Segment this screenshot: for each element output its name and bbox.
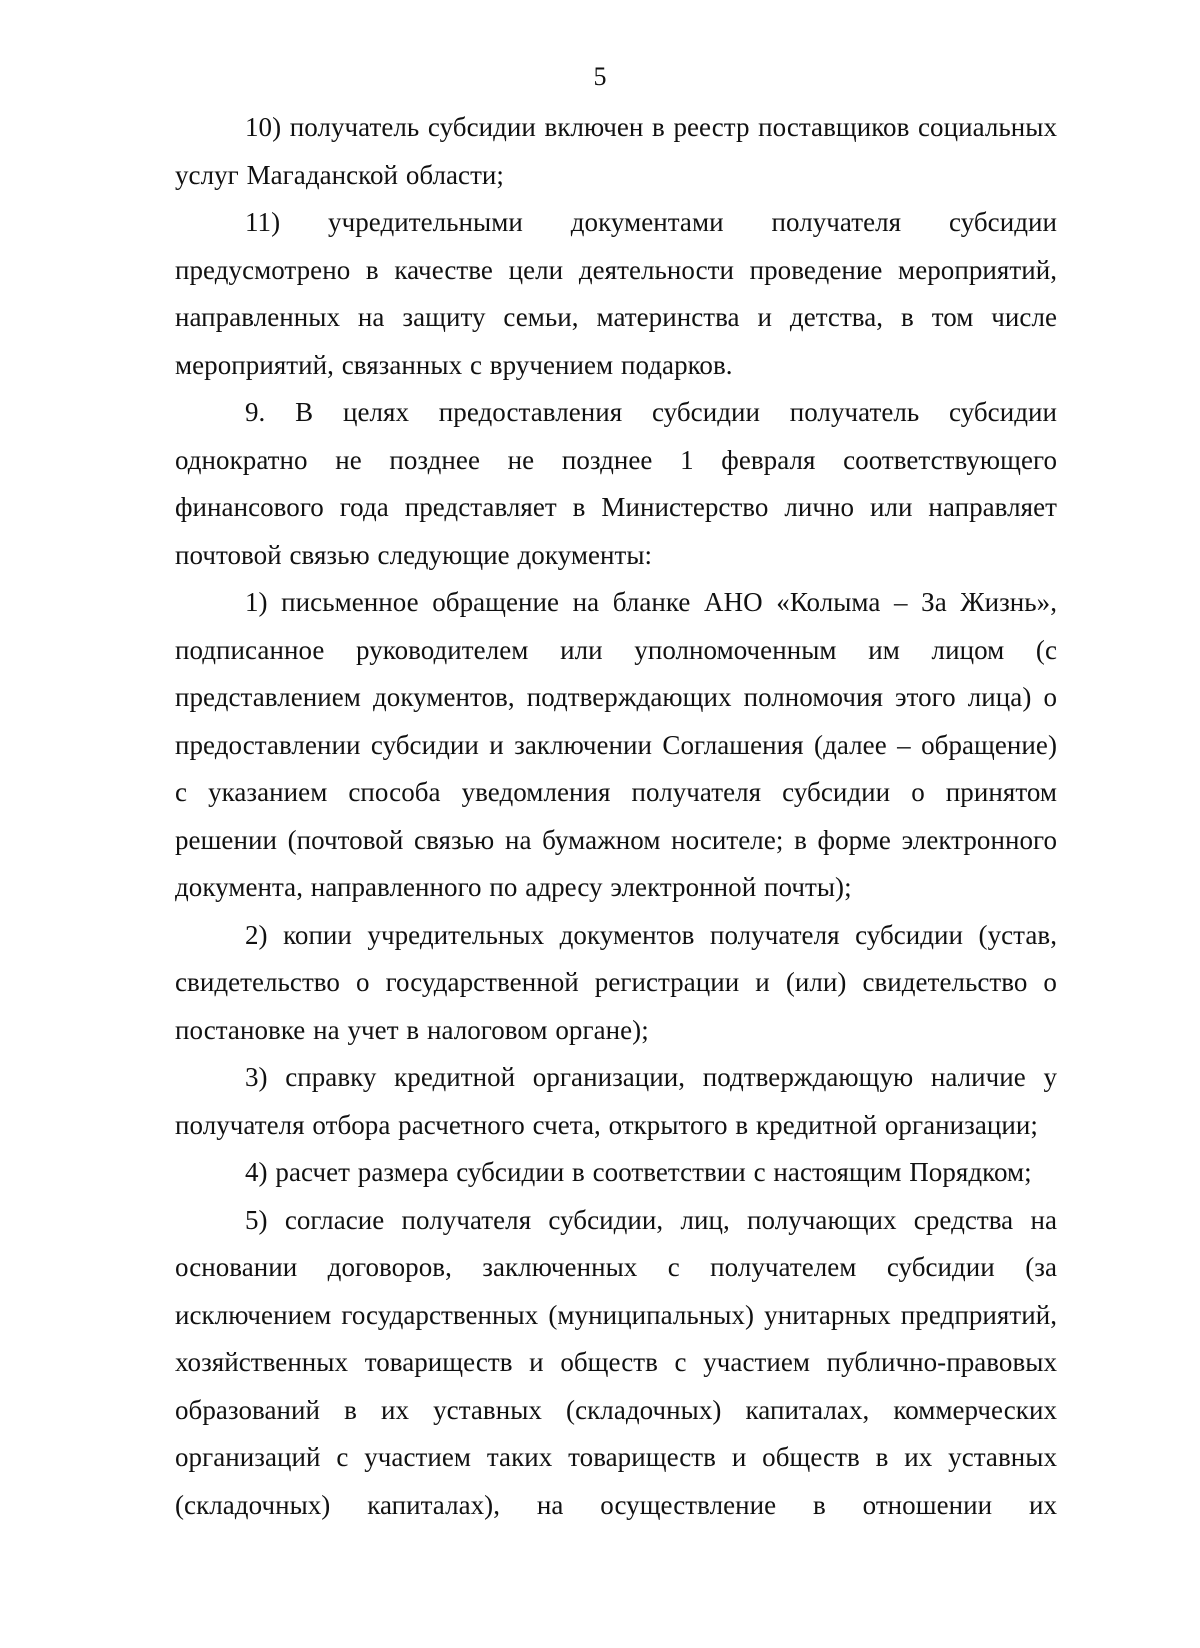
paragraph-clause-9: 9. В целях предоставления субсидии получатель субсидии однократно не позднее не позднее 1 февраля соответствующего финансового года представляет в Министерство лично или направляет почтовой связью следующие документы:: [175, 397, 1057, 570]
paragraph-document-4: 4) расчет размера субсидии в соответствии с настоящим Порядком;: [245, 1157, 1032, 1187]
paragraph-document-2: 2) копии учредительных документов получателя субсидии (устав, свидетельство о государственной регистрации и (или) свидетельство о постановке на учет в налоговом органе);: [175, 919, 1057, 1045]
paragraph-item-10: 10) получатель субсидии включен в реестр поставщиков социальных услуг Магаданской области;: [175, 112, 1057, 190]
paragraph-document-1: 1) письменное обращение на бланке АНО «Колыма – За Жизнь», подписанное руководителем или уполномоченным им лицом (с представлением документов, подтверждающих полномочия этого лица) о предоставлении субсидии и заключении Соглашения (далее – обращение) с указанием способа уведомления получателя субсидии о принятом решении (почтовой связью на бумажном носителе; в форме электронного документа, направленного по адресу электронной почты);: [175, 587, 1057, 902]
paragraph-document-3: 3) справку кредитной организации, подтверждающую наличие у получателя отбора расчетного счета, открытого в кредитной организации;: [175, 1062, 1057, 1140]
page-number: 5: [593, 62, 607, 91]
paragraph-document-5: 5) согласие получателя субсидии, лиц, получающих средства на основании договоров, заключенных с получателем субсидии (за исключением государственных (муниципальных) унитарных предприятий, хозяйственных товариществ и обществ с участием публично-правовых образований в их уставных (складочных) капиталах, коммерческих организаций с участием таких товариществ и обществ в их уставных (складочных) капиталах), на осуществление в отношении их: [175, 1204, 1057, 1520]
paragraph-item-11: 11) учредительными документами получателя субсидии предусмотрено в качестве цели деятельности проведение мероприятий, направленных на защиту семьи, материнства и детства, в том числе мероприятий, связанных с вручением подарков.: [175, 207, 1057, 380]
document-body: [175, 104, 1057, 1529]
